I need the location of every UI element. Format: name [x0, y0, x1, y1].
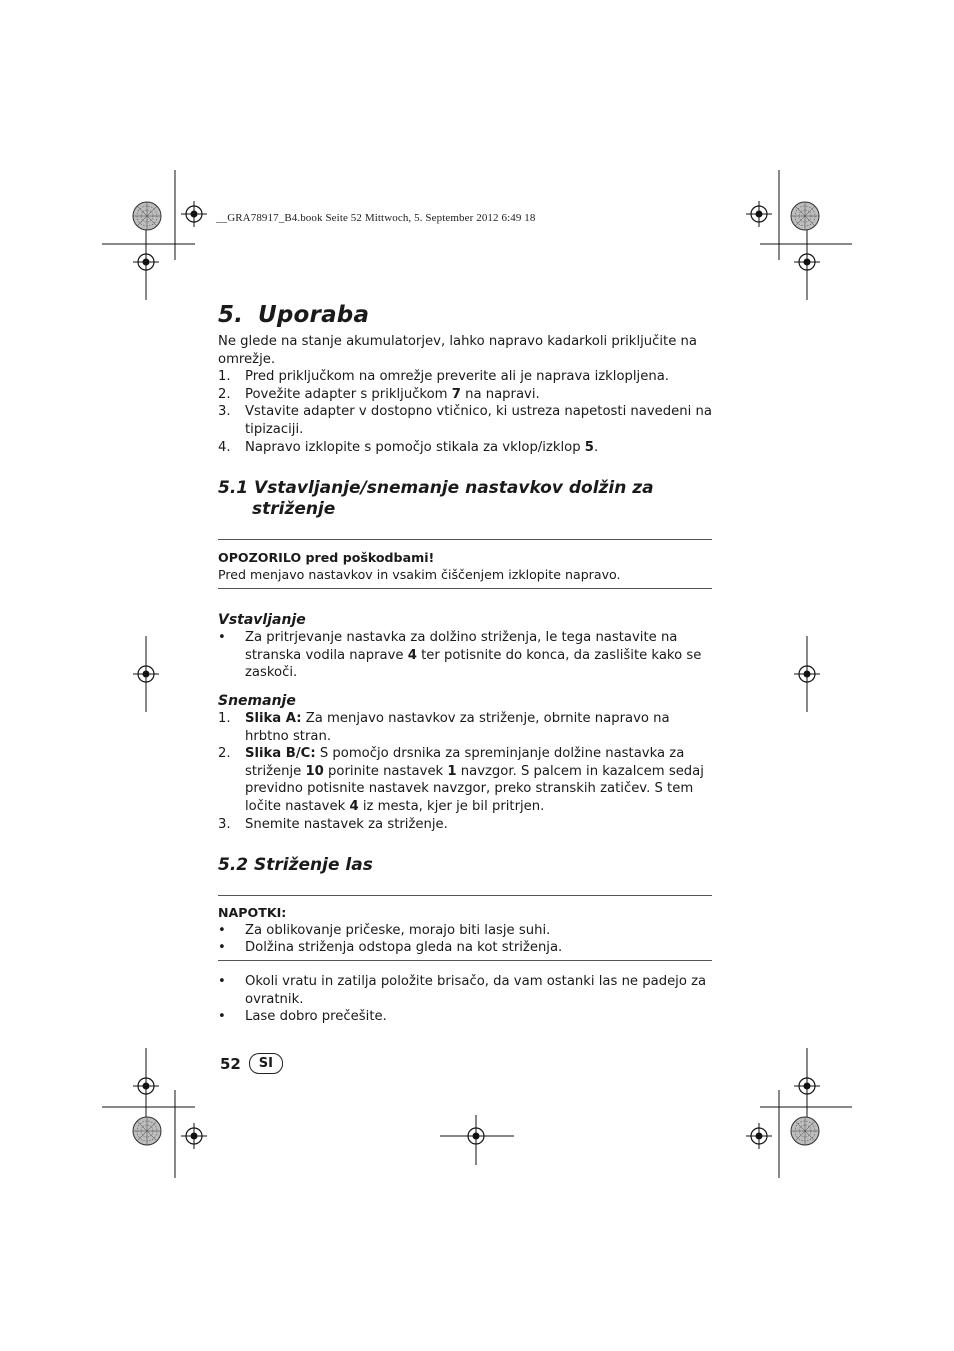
- insert-heading: Vstavljanje: [218, 612, 306, 629]
- warning-title: OPOZORILO pred poškodbami!: [218, 550, 435, 566]
- list-text: iz mesta, kjer je bil pritrjen.: [358, 799, 545, 814]
- list-item: [218, 439, 712, 457]
- bold-text: 10: [305, 763, 324, 779]
- list-text: Napravo izklopite s pomočjo stikala za vklop/izklop: [245, 439, 585, 455]
- list-marker: 2.: [218, 386, 231, 402]
- list-marker: 1.: [218, 369, 231, 385]
- insert-list: [218, 629, 712, 682]
- list-item: [218, 386, 712, 404]
- intro-paragraph: Ne glede na stanje akumulatorjev, lahko napravo kadarkoli priključite na omrežje.: [218, 334, 697, 367]
- section-5-2-heading: 5.2 Striženje las: [218, 855, 373, 876]
- bold-text: Slika A:: [245, 711, 302, 727]
- page-number: 52: [220, 1054, 241, 1073]
- page-footer: [220, 1053, 283, 1074]
- print-header-info: __GRA78917_B4.book Seite 52 Mittwoch, 5. September 2012 6:49 18: [216, 212, 536, 224]
- usage-steps: [218, 368, 712, 456]
- list-text: Okoli vratu in zatilja položite brisačo, da vam ostanki las ne padejo za ovratnik.: [245, 973, 707, 1007]
- list-text: porinite nastavek: [323, 763, 448, 779]
- page-content: [218, 298, 712, 1026]
- list-text: Za oblikovanje pričeske, morajo biti lasje suhi.: [245, 922, 551, 938]
- list-text: navzgor. S palcem in kazalcem sedaj previdno potisnite nastavek navzgor, preko stranskih zatičev. S tem ločite nastavek: [245, 763, 704, 814]
- list-text: Povežite adapter s priključkom: [245, 386, 452, 402]
- language-badge: SI: [249, 1053, 283, 1074]
- list-item: [218, 939, 712, 957]
- bold-text: 4: [349, 799, 359, 814]
- list-item: [218, 745, 712, 815]
- bold-text: 5: [584, 439, 594, 455]
- list-marker: •: [218, 630, 226, 646]
- bold-text: 1: [447, 763, 457, 779]
- list-item: [218, 1008, 712, 1026]
- section-title: Uporaba: [258, 302, 370, 328]
- section-5-heading: [218, 298, 712, 332]
- list-item: [218, 403, 712, 438]
- list-text: Pred priključkom na omrežje preverite ali je naprava izklopljena.: [245, 369, 669, 385]
- section-5-1-heading: [218, 478, 712, 520]
- list-marker: •: [218, 922, 226, 938]
- list-text: Za pritrjevanje nastavka za dolžino striženja, le tega nastavite na stranska vodila naprave: [245, 630, 678, 663]
- list-item: [218, 816, 712, 834]
- list-item: [218, 922, 712, 940]
- list-text: Dolžina striženja odstopa gleda na kot striženja.: [245, 940, 563, 956]
- section-5-1-title-line2: striženje: [252, 499, 336, 520]
- bold-text: Slika B/C:: [245, 746, 316, 762]
- list-marker: 1.: [218, 711, 231, 727]
- notes-title: NAPOTKI:: [218, 905, 287, 921]
- list-marker: 3.: [218, 404, 231, 420]
- list-item: [218, 973, 712, 1008]
- bold-text: 4: [407, 647, 417, 663]
- section-5-1-title-line1: 5.1 Vstavljanje/snemanje nastavkov dolžin za: [218, 478, 654, 499]
- notes-box: [218, 895, 712, 961]
- list-item: [218, 368, 712, 386]
- list-marker: 2.: [218, 746, 231, 762]
- list-text: na napravi.: [460, 386, 540, 402]
- warning-box: [218, 539, 712, 589]
- list-text: .: [593, 439, 599, 455]
- haircut-list: [218, 973, 712, 1026]
- warning-text: Pred menjavo nastavkov in vsakim čiščenjem izklopite napravo.: [218, 566, 621, 582]
- list-text: ter potisnite do konca, da zaslišite kako se zaskoči.: [245, 647, 702, 681]
- list-item: [218, 710, 712, 745]
- list-text: Za menjavo nastavkov za striženje, obrnite napravo na hrbtno stran.: [245, 711, 670, 744]
- list-text: S pomočjo drsnika za spreminjanje dolžine nastavka za striženje: [245, 746, 685, 779]
- bold-text: 7: [451, 386, 461, 402]
- list-marker: •: [218, 940, 226, 956]
- list-text: Snemite nastavek za striženje.: [245, 816, 448, 832]
- list-item: [218, 629, 712, 682]
- list-text: Lase dobro prečešite.: [245, 1009, 387, 1025]
- remove-heading: Snemanje: [218, 693, 296, 710]
- notes-list: [218, 922, 712, 957]
- remove-steps: [218, 710, 712, 833]
- list-marker: 3.: [218, 816, 231, 832]
- list-marker: •: [218, 1009, 226, 1025]
- section-number: 5.: [218, 302, 244, 328]
- list-marker: •: [218, 973, 226, 989]
- list-marker: 4.: [218, 439, 231, 455]
- list-text: Vstavite adapter v dostopno vtičnico, ki ustreza napetosti navedeni na tipizaciji.: [245, 404, 712, 437]
